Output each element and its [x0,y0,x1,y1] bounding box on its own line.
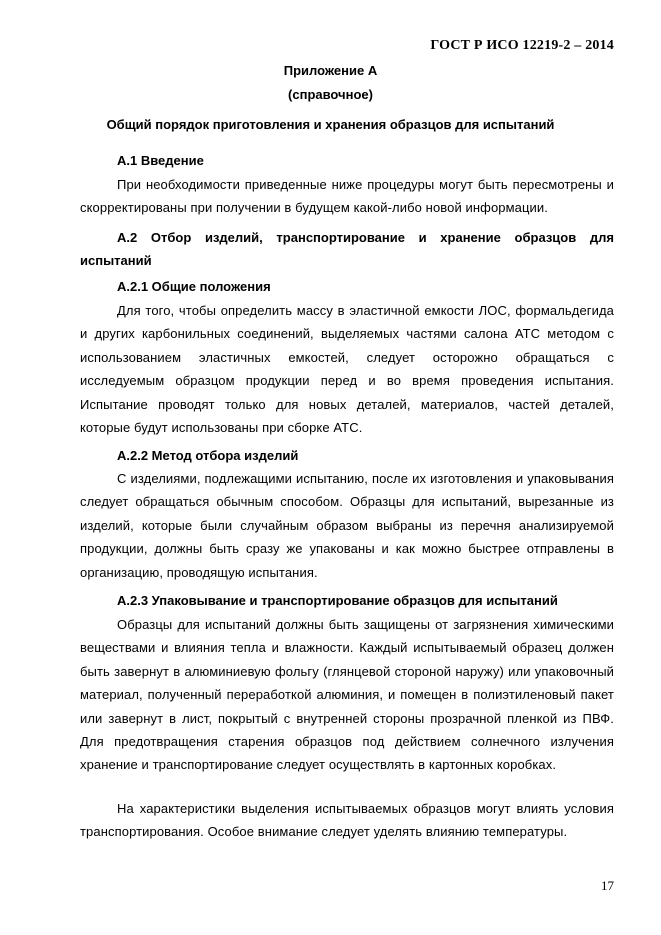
appendix-title: Приложение А [283,63,378,78]
section-a2-heading: А.2 Отбор изделий, транспортирование и хранение образцов для испытаний [80,230,614,268]
section-a1-heading: А.1 Введение [117,153,204,168]
section-a22-heading: А.2.2 Метод отбора изделий [117,448,299,463]
section-a23-heading: А.2.3 Упаковывание и транспортирование образцов для испытаний [117,593,558,608]
section-a1-text: При необходимости приведенные ниже процедуры могут быть пересмотрены и скорректированы при получении в будущем какой-либо новой информации. [80,177,614,216]
section-a21-text: Для того, чтобы определить массу в эластичной емкости ЛОС, формальдегида и других карбонильных соединений, выделяемых частями салона АТС методом с использованием эластичных емкостей, следует осторожно обращаться с исследуемым образцом продукции перед и во время проведения испытания. Испытание проводят только для новых деталей, материалов, частей деталей, которые будут использованы при сборке АТС. [80,303,614,436]
section-a23-text2: На характеристики выделения испытываемых образцов могут влиять условия транспортирования. Особое внимание следует уделять влиянию температуры. [80,801,614,840]
document-code: ГОСТ Р ИСО 12219-2 – 2014 [430,38,614,53]
section-a21-heading: А.2.1 Общие положения [117,279,271,294]
section-a23-text: Образцы для испытаний должны быть защищены от загрязнения химическими веществами и влияния тепла и влажности. Каждый испытываемый образец должен быть завернут в алюминиевую фольгу (глянцевой стороной наружу) или упаковочный материал, полученный переработкой алюминия, и помещен в полиэтиленовый пакет или завернут в лист, покрытый с внутренней стороны прозрачной пленкой из ПВФ. Для предотвращения старения образцов под действием солнечного излучения хранение и транспортирование следует осуществлять в картонных коробках. [80,617,614,773]
appendix-main-heading: Общий порядок приготовления и хранения образцов для испытаний [106,117,555,132]
section-a22-text: С изделиями, подлежащими испытанию, после их изготовления и упаковывания следует обращаться обычным способом. Образцы для испытаний, вырезанные из изделий, которые были случайным образом выбраны из перечня анализируемой продукции, должны быть сразу же упакованы и как можно быстрее отправлены в организацию, проводящую испытания. [80,471,614,580]
page-number: 17 [601,878,614,893]
appendix-subtitle: (справочное) [288,87,373,102]
